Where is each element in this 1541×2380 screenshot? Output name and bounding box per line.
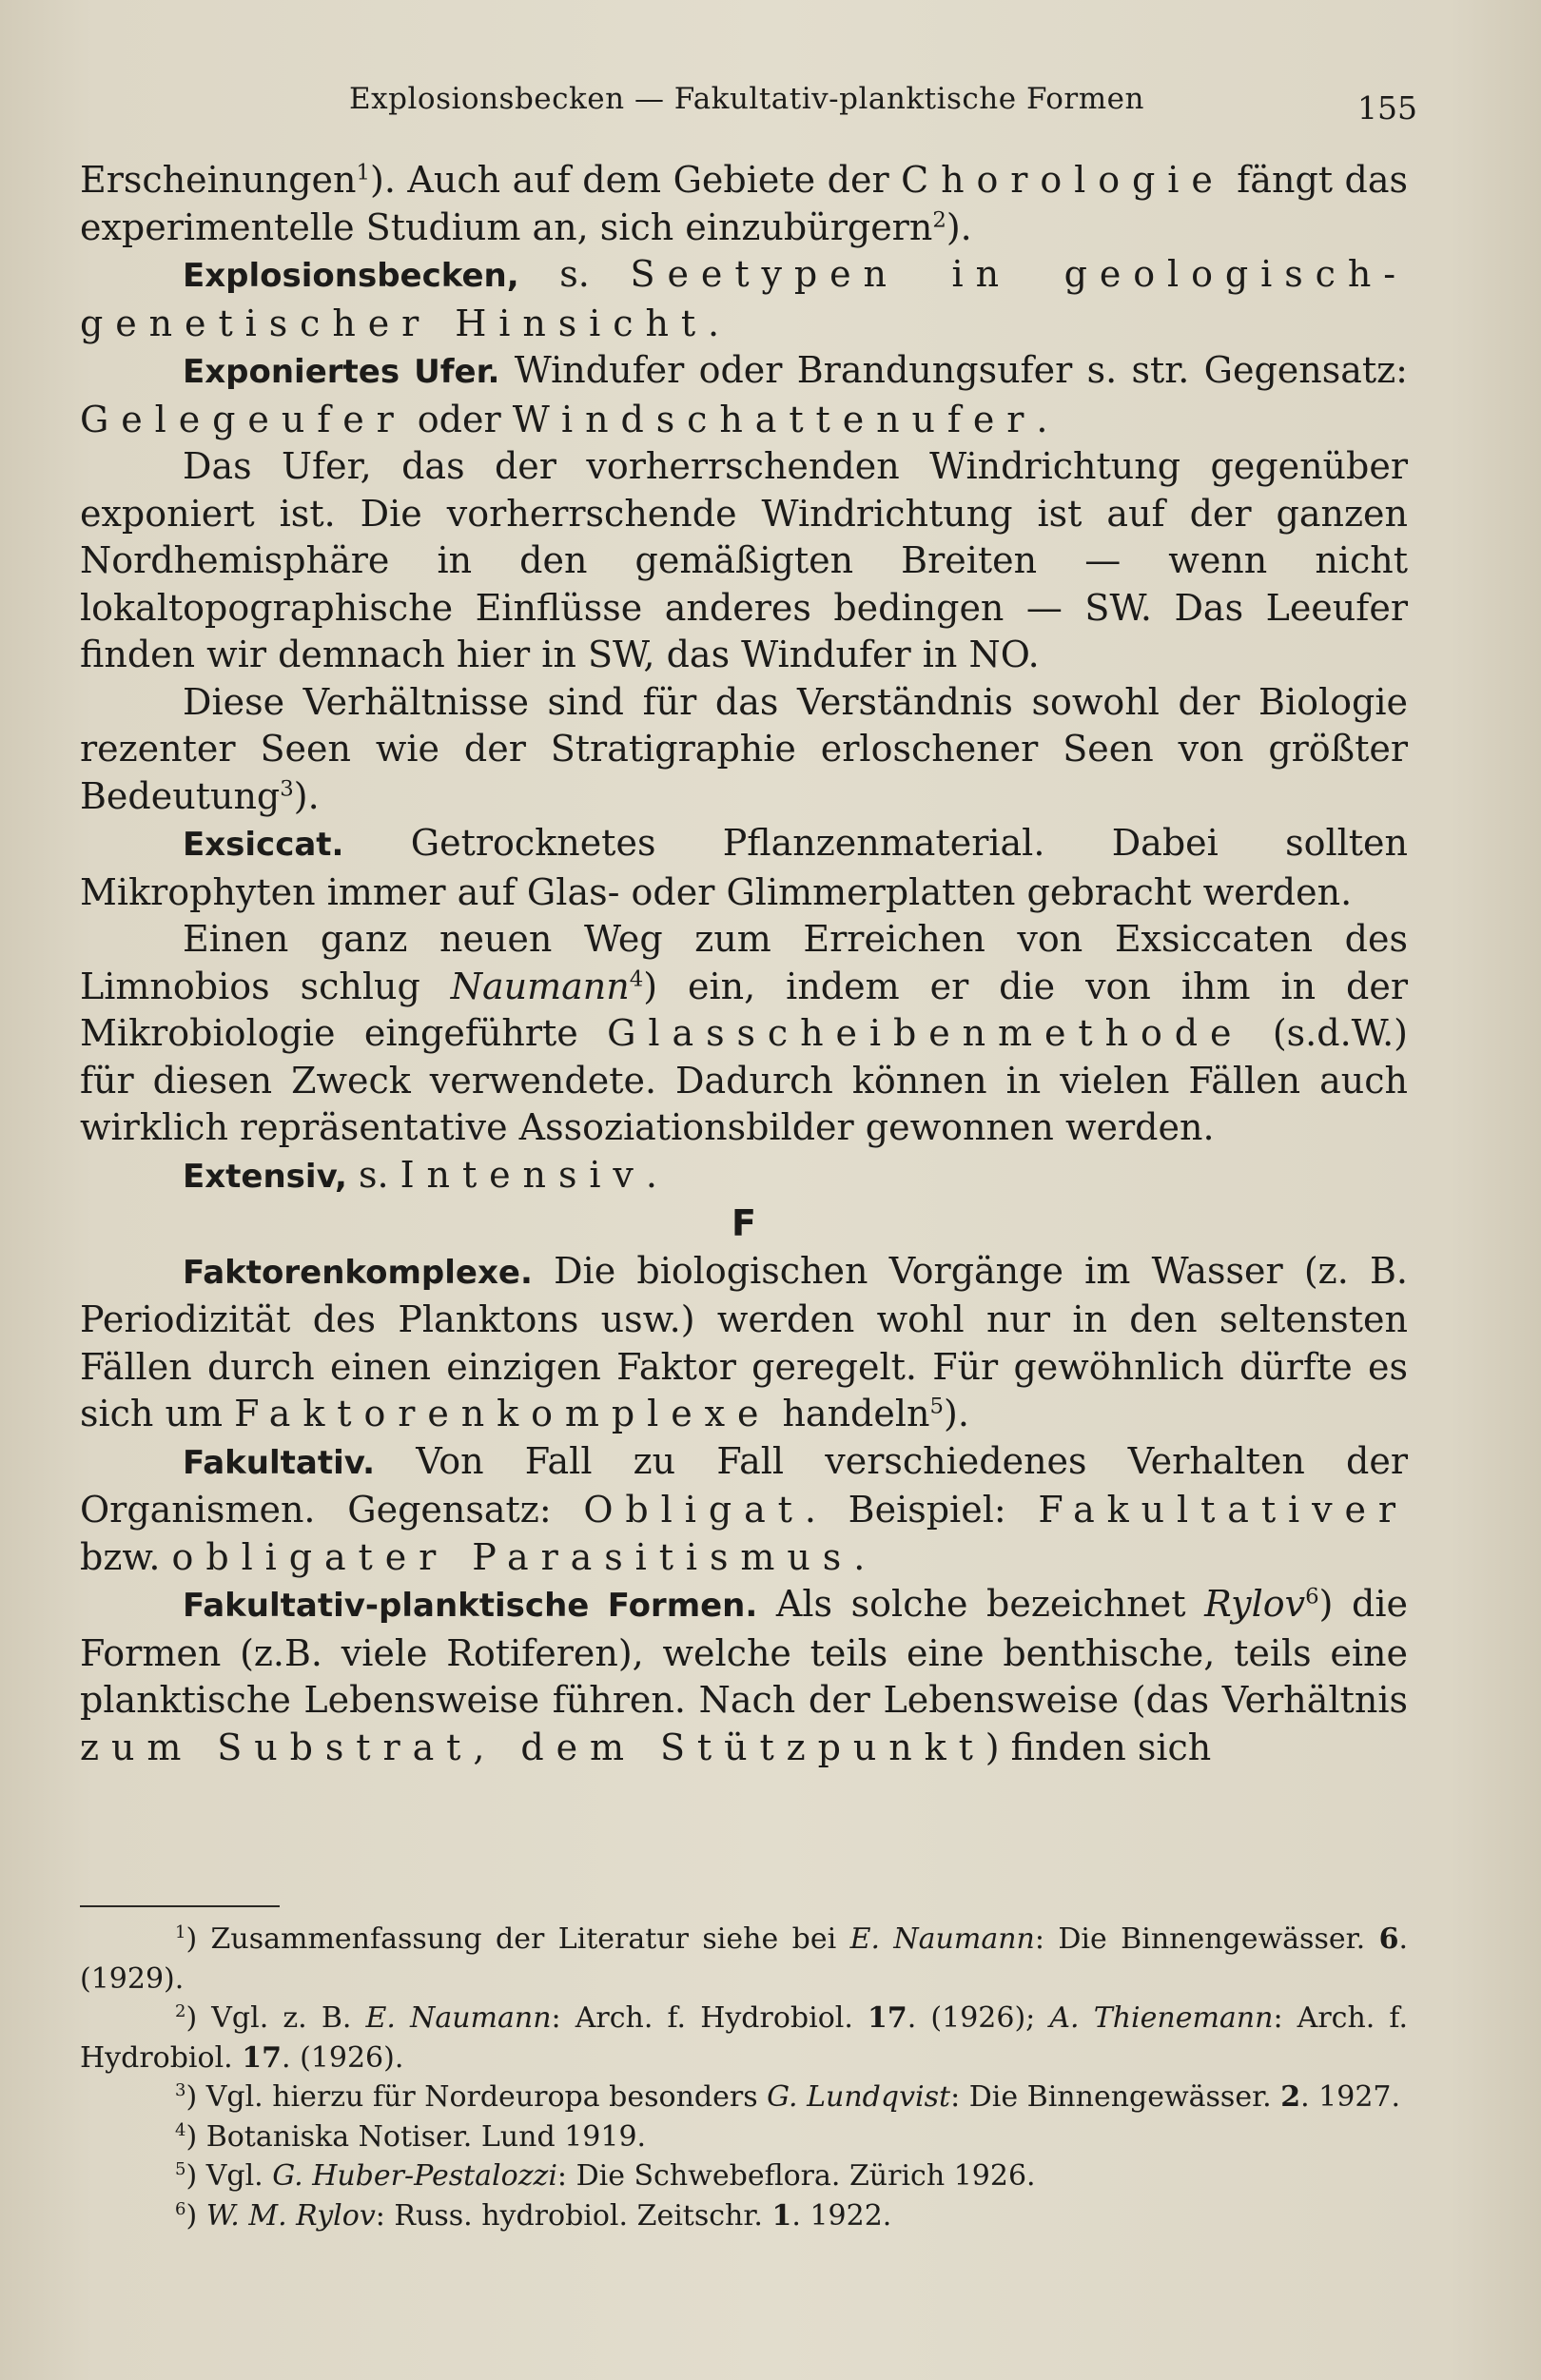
spaced-term: Fakultativer — [1038, 1489, 1408, 1531]
entry-term: Fakultativ. — [183, 1443, 376, 1482]
spaced-term: Intensiv — [400, 1153, 646, 1196]
text-segment: . (1926). — [282, 2040, 404, 2075]
volume-number: 2 — [1280, 2080, 1301, 2114]
text-segment: (s.d.W.) für diesen Zweck verwendete. Dadurch können in vielen Fällen auch wirklich repräsentative Assoziationsbilder gewonnen werden. — [80, 1012, 1408, 1148]
footnote-ref: 3 — [280, 775, 294, 801]
volume-number: 6 — [1378, 1922, 1399, 1956]
text-segment: ). — [293, 774, 320, 817]
text-segment: ) Vgl. z. B. — [185, 2001, 366, 2035]
footnote-ref: 1 — [356, 160, 371, 185]
entry-term: Fakultativ-planktische Formen. — [183, 1587, 758, 1625]
entry-explosionsbecken — [80, 251, 1408, 347]
entry-exsiccat — [80, 820, 1408, 916]
text-segment: . — [645, 1153, 657, 1196]
author-name: E. Naumann — [849, 1922, 1035, 1956]
footnotes — [80, 1920, 1408, 2235]
text-segment: ) — [185, 2198, 206, 2233]
text-segment: ) finden sich — [985, 1726, 1212, 1768]
entry-term: Exponiertes Ufer. — [183, 353, 500, 391]
text-segment: Die biologischen Vorgänge im Wasser (z. B. Periodizität des Planktons usw.) werden wohl nur in den seltensten Fällen durch einen einzigen Faktor geregelt. Für gewöhnlich dürfte es sich um — [80, 1249, 1408, 1434]
continued-paragraph — [80, 157, 1408, 251]
author-name: W. M. Rylov — [205, 2198, 376, 2233]
exponiertes-paragraph-2: Das Ufer, das der vorherrschenden Windrichtung gegenüber exponiert ist. Die vorherrschende Windrichtung ist auf der ganzen Nordhemisphäre in den gemäßigten Breiten — wenn nicht lokaltopographische Einflüsse anderes bedingen — SW. Das Leeufer finden wir demnach hier in SW, das Windufer in NO. — [80, 445, 1408, 675]
entry-term: Faktorenkomplexe. — [183, 1253, 533, 1292]
text-segment: ) ein, indem er die von ihm in der Mikrobiologie eingeführte — [80, 965, 1408, 1054]
text-segment: oder — [405, 398, 513, 440]
text-segment: Einen ganz neuen Weg zum Erreichen von Exsiccaten des Limnobios schlug — [80, 918, 1408, 1007]
section-letter: F — [731, 1202, 756, 1244]
footnote — [80, 2196, 1408, 2236]
entry-fakultativ — [80, 1438, 1408, 1582]
exsiccat-paragraph-2 — [80, 916, 1408, 1152]
page-number: 155 — [1357, 89, 1417, 127]
text-segment: : Die Binnengewässer. — [950, 2080, 1281, 2114]
entry-term: Exsiccat. — [183, 826, 344, 864]
footnote — [80, 1920, 1408, 1999]
author-name: A. Thienemann — [1049, 2001, 1274, 2035]
running-head: Explosionsbecken — Fakultativ-planktische Formen — [349, 82, 1144, 116]
entry-term: Explosionsbecken, — [183, 257, 519, 295]
text-segment: : Die Schwebeflora. Zürich 1926. — [556, 2159, 1036, 2193]
text-segment: . 1927. — [1300, 2080, 1401, 2114]
footnote — [80, 2117, 1408, 2157]
footnote-divider — [80, 1905, 280, 1907]
text-segment: Diese Verhältnisse sind für das Verständnis sowohl der Biologie rezenter Seen wie der Stratigraphie erloschener Seen von größter Bedeutung — [80, 680, 1408, 817]
entry-faktorenkomplexe — [80, 1248, 1408, 1438]
volume-number: 17 — [868, 2001, 907, 2035]
volume-number: 1 — [771, 2198, 792, 2233]
text-segment: bzw. — [80, 1535, 172, 1578]
text-segment: Getrocknetes Pflanzenmaterial. Dabei sollten Mikrophyten immer auf Glas- oder Glimmerplatten gebracht werden. — [80, 822, 1408, 913]
text-segment: : Russ. hydrobiol. Zeitschr. — [375, 2198, 772, 2233]
text-segment: s. — [518, 253, 631, 295]
text-segment: : Arch. f. Hydrobiol. — [551, 2001, 868, 2035]
main-text — [80, 157, 1408, 1771]
spaced-term: Glasscheibenmethode — [607, 1012, 1244, 1054]
footnote-number: 4 — [175, 2119, 186, 2140]
text-segment: Erscheinungen — [80, 159, 357, 201]
text-segment: : Die Binnengewässer. — [1034, 1922, 1379, 1956]
text-segment: Als solche bezeichnet — [757, 1583, 1205, 1625]
page-header — [76, 74, 1417, 127]
entry-exponiertes-ufer — [80, 347, 1408, 443]
footnote-number: 6 — [175, 2198, 186, 2219]
footnote-number: 3 — [175, 2080, 186, 2100]
entry-extensiv — [80, 1152, 1408, 1201]
entry-term: Extensiv, — [183, 1157, 347, 1196]
spaced-term: Seetypen in geologisch-genetischer Hinsicht — [80, 253, 1408, 344]
text-segment: . Beispiel: — [804, 1489, 1039, 1531]
text-segment: fängt das experimentelle Studium an, sich einzubürgern — [80, 159, 1408, 248]
footnote-ref: 5 — [929, 1394, 945, 1419]
footnote-number: 1 — [175, 1922, 186, 1942]
text-segment: ). — [946, 205, 972, 248]
spaced-term: obligater Parasitismus — [171, 1535, 854, 1578]
text-segment: . (1929). — [80, 1922, 1409, 1996]
text-segment: ) die Formen (z.B. viele Rotiferen), welche teils eine benthische, teils eine planktische Lebensweise führen. Nach der Lebensweise (das Verhältnis — [80, 1583, 1409, 1721]
text-segment: Von Fall zu Fall verschiedenes Verhalten der Organismen. Gegensatz: — [80, 1439, 1408, 1531]
text-segment: . (1926); — [907, 2001, 1050, 2035]
author-name: G. Huber-Pestalozzi — [272, 2159, 557, 2193]
text-segment: . — [1036, 398, 1048, 440]
exponiertes-paragraph-3 — [80, 679, 1408, 821]
footnote — [80, 1999, 1408, 2078]
spaced-term: Obligat — [583, 1489, 805, 1531]
text-segment: ) Zusammenfassung der Literatur siehe bei — [185, 1922, 850, 1956]
text-segment: s. — [346, 1153, 400, 1196]
text-segment: : Arch. f. Hydrobiol. — [80, 2001, 1408, 2075]
footnote — [80, 2156, 1408, 2196]
text-segment: . — [853, 1535, 866, 1578]
text-segment: ) Botaniska Notiser. Lund 1919. — [185, 2119, 647, 2154]
text-segment: . — [708, 302, 720, 344]
spaced-term: zum Substrat, dem Stützpunkt — [80, 1726, 985, 1768]
spaced-term: Chorologie — [901, 159, 1225, 201]
text-segment: ) Vgl. hierzu für Nordeuropa besonders — [185, 2080, 768, 2114]
author-name: E. Naumann — [365, 2001, 552, 2035]
footnote-ref: 4 — [629, 966, 644, 991]
footnote-number: 5 — [175, 2159, 186, 2179]
text-segment: ). Auch auf dem Gebiete der — [370, 159, 902, 201]
entry-fakultativ-planktische-formen — [80, 1581, 1408, 1771]
footnote-ref: 6 — [1305, 1584, 1319, 1609]
footnote — [80, 2078, 1408, 2117]
footnote-number: 2 — [175, 2001, 186, 2021]
text-segment: Windufer oder Brandungsufer s. str. Gegensatz: — [499, 349, 1408, 391]
text-segment: ) Vgl. — [185, 2159, 273, 2193]
text-segment: ). — [944, 1393, 969, 1434]
footnote-ref: 2 — [932, 206, 946, 232]
volume-number: 17 — [242, 2040, 282, 2075]
author-name: Naumann — [450, 965, 630, 1007]
spaced-term: Gelegeufer — [80, 398, 406, 440]
text-segment: handeln — [770, 1393, 930, 1434]
author-name: G. Lundqvist — [767, 2080, 951, 2114]
author-name: Rylov — [1204, 1583, 1306, 1625]
spaced-term: Windschattenufer — [512, 398, 1037, 440]
spaced-term: Faktorenkomplexe — [234, 1393, 771, 1434]
text-segment: . 1922. — [791, 2198, 892, 2233]
